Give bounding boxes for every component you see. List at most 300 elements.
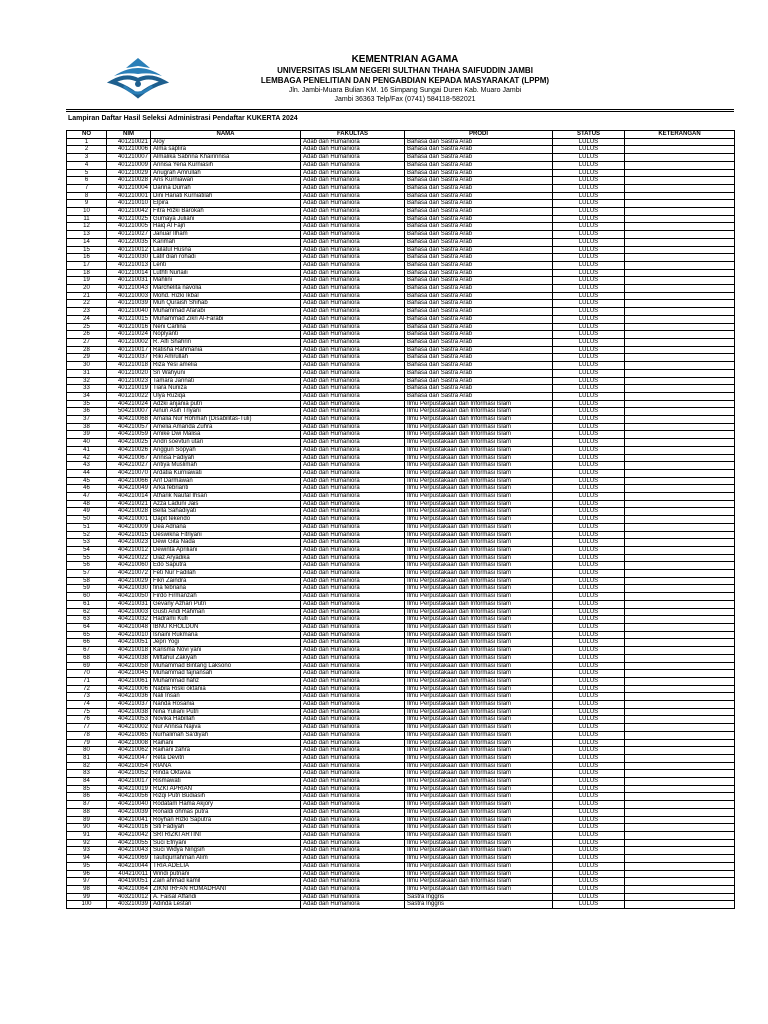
table-row (67, 816, 735, 824)
cell-nama: Suci Widya Ningsih (151, 847, 301, 855)
table-row (67, 593, 735, 601)
cell-status: LULUS (553, 893, 625, 901)
cell-prodi: Bahasa dan Sastra Arab (405, 354, 553, 362)
cell-status: LULUS (553, 546, 625, 554)
cell-nim: 401210029 (107, 169, 151, 177)
cell-nim: 404210049 (107, 485, 151, 493)
cell-nama: Ainun Asih Triyani (151, 408, 301, 416)
cell-no: 23 (67, 308, 107, 316)
table-row (67, 138, 735, 146)
cell-nim: 404210064 (107, 885, 151, 893)
table-row (67, 385, 735, 393)
cell-fakultas: Adab dan Humaniora (301, 539, 405, 547)
cell-prodi: Ilmu Perpustakaan dan Informasi Islam (405, 685, 553, 693)
cell-no: 75 (67, 708, 107, 716)
table-row (67, 878, 735, 886)
cell-keterangan (625, 824, 735, 832)
cell-fakultas: Adab dan Humaniora (301, 408, 405, 416)
cell-keterangan (625, 138, 735, 146)
cell-keterangan (625, 154, 735, 162)
cell-prodi: Bahasa dan Sastra Arab (405, 146, 553, 154)
cell-nama: Windi putriani (151, 870, 301, 878)
cell-status: LULUS (553, 346, 625, 354)
cell-no: 50 (67, 516, 107, 524)
cell-keterangan (625, 724, 735, 732)
cell-nama: Miftahul Zakiyah (151, 654, 301, 662)
cell-prodi: Ilmu Perpustakaan dan Informasi Islam (405, 608, 553, 616)
cell-prodi: Ilmu Perpustakaan dan Informasi Islam (405, 500, 553, 508)
cell-status: LULUS (553, 878, 625, 886)
table-row (67, 485, 735, 493)
cell-nama: Rismawati (151, 778, 301, 786)
cell-keterangan (625, 377, 735, 385)
table-row (67, 708, 735, 716)
cell-no: 52 (67, 531, 107, 539)
cell-status: LULUS (553, 238, 625, 246)
cell-status: LULUS (553, 231, 625, 239)
cell-no: 86 (67, 793, 107, 801)
cell-keterangan (625, 338, 735, 346)
cell-prodi: Bahasa dan Sastra Arab (405, 338, 553, 346)
cell-status: LULUS (553, 831, 625, 839)
cell-fakultas: Adab dan Humaniora (301, 169, 405, 177)
cell-nama: Feti Nur Fadilah (151, 570, 301, 578)
cell-no: 85 (67, 785, 107, 793)
cell-nama: Dapit tekendo (151, 516, 301, 524)
cell-nim: 403210012 (107, 893, 151, 901)
cell-fakultas: Adab dan Humaniora (301, 762, 405, 770)
cell-no: 25 (67, 323, 107, 331)
cell-status: LULUS (553, 531, 625, 539)
cell-nama: Amalia Nur Rohmah (Disabilitas-Tuli) (151, 416, 301, 424)
cell-prodi: Ilmu Perpustakaan dan Informasi Islam (405, 654, 553, 662)
cell-status: LULUS (553, 338, 625, 346)
cell-fakultas: Adab dan Humaniora (301, 631, 405, 639)
cell-status: LULUS (553, 161, 625, 169)
cell-nama: A. Faisal Affandi (151, 893, 301, 901)
cell-keterangan (625, 855, 735, 863)
cell-no: 2 (67, 146, 107, 154)
table-row (67, 423, 735, 431)
table-row (67, 362, 735, 370)
cell-fakultas: Adab dan Humaniora (301, 677, 405, 685)
cell-fakultas: Adab dan Humaniora (301, 446, 405, 454)
cell-fakultas: Adab dan Humaniora (301, 600, 405, 608)
cell-keterangan (625, 277, 735, 285)
table-row (67, 369, 735, 377)
cell-nim: 404210036 (107, 693, 151, 701)
cell-prodi: Bahasa dan Sastra Arab (405, 215, 553, 223)
cell-no: 54 (67, 546, 107, 554)
cell-keterangan (625, 323, 735, 331)
cell-no: 36 (67, 408, 107, 416)
header-divider-thin (66, 111, 734, 112)
cell-nim: 404210029 (107, 577, 151, 585)
cell-keterangan (625, 747, 735, 755)
cell-nim: 404210026 (107, 446, 151, 454)
cell-no: 33 (67, 385, 107, 393)
cell-keterangan (625, 385, 735, 393)
cell-prodi: Bahasa dan Sastra Arab (405, 331, 553, 339)
cell-keterangan (625, 639, 735, 647)
table-row (67, 724, 735, 732)
cell-no: 59 (67, 585, 107, 593)
cell-fakultas: Adab dan Humaniora (301, 454, 405, 462)
table-row (67, 808, 735, 816)
table-row (67, 762, 735, 770)
cell-nim: 401210013 (107, 261, 151, 269)
cell-fakultas: Adab dan Humaniora (301, 308, 405, 316)
cell-keterangan (625, 208, 735, 216)
table-row (67, 231, 735, 239)
institute-title: LEMBAGA PENELITIAN DAN PENGABDIAN KEPADA MASYARAKAT (LPPM) (260, 76, 550, 85)
cell-nama: Riza Yesi amelia (151, 362, 301, 370)
cell-keterangan (625, 739, 735, 747)
university-logo-icon (104, 56, 172, 102)
col-header-status: STATUS (553, 131, 625, 139)
cell-no: 72 (67, 685, 107, 693)
cell-keterangan (625, 493, 735, 501)
cell-nim: 404210001 (107, 516, 151, 524)
cell-fakultas: Adab dan Humaniora (301, 416, 405, 424)
cell-fakultas: Adab dan Humaniora (301, 400, 405, 408)
cell-fakultas: Adab dan Humaniora (301, 177, 405, 185)
cell-nama: Arif Darmawan (151, 477, 301, 485)
cell-nim: 404210068 (107, 416, 151, 424)
cell-nim: 404210019 (107, 785, 151, 793)
cell-fakultas: Adab dan Humaniora (301, 223, 405, 231)
cell-keterangan (625, 300, 735, 308)
cell-fakultas: Adab dan Humaniora (301, 662, 405, 670)
cell-status: LULUS (553, 677, 625, 685)
cell-keterangan (625, 292, 735, 300)
cell-status: LULUS (553, 631, 625, 639)
cell-prodi: Ilmu Perpustakaan dan Informasi Islam (405, 754, 553, 762)
cell-nim: 404210072 (107, 570, 151, 578)
cell-prodi: Bahasa dan Sastra Arab (405, 154, 553, 162)
cell-fakultas: Adab dan Humaniora (301, 839, 405, 847)
cell-no: 81 (67, 754, 107, 762)
cell-keterangan (625, 708, 735, 716)
cell-no: 100 (67, 901, 107, 909)
table-row (67, 562, 735, 570)
cell-status: LULUS (553, 770, 625, 778)
cell-no: 67 (67, 647, 107, 655)
cell-fakultas: Adab dan Humaniora (301, 816, 405, 824)
cell-nama: Zain ahmad kamil (151, 878, 301, 886)
cell-no: 5 (67, 169, 107, 177)
table-row (67, 454, 735, 462)
cell-status: LULUS (553, 516, 625, 524)
cell-nim: 404210066 (107, 477, 151, 485)
cell-status: LULUS (553, 285, 625, 293)
cell-fakultas: Adab dan Humaniora (301, 254, 405, 262)
cell-status: LULUS (553, 215, 625, 223)
cell-prodi: Ilmu Perpustakaan dan Informasi Islam (405, 762, 553, 770)
cell-status: LULUS (553, 885, 625, 893)
cell-nama: Edo Saputra (151, 562, 301, 570)
table-row (67, 639, 735, 647)
cell-status: LULUS (553, 416, 625, 424)
cell-no: 24 (67, 315, 107, 323)
cell-status: LULUS (553, 246, 625, 254)
cell-status: LULUS (553, 778, 625, 786)
cell-keterangan (625, 231, 735, 239)
table-row (67, 870, 735, 878)
cell-status: LULUS (553, 408, 625, 416)
cell-no: 43 (67, 462, 107, 470)
cell-nim: 504210007 (107, 408, 151, 416)
cell-fakultas: Adab dan Humaniora (301, 739, 405, 747)
cell-status: LULUS (553, 315, 625, 323)
cell-fakultas: Adab dan Humaniora (301, 315, 405, 323)
cell-nama: Riki Amrullah (151, 354, 301, 362)
cell-nama: Mohd. Rizki Ikbal (151, 292, 301, 300)
cell-nama: Muhammad fajriansah (151, 670, 301, 678)
cell-nim: 401210037 (107, 354, 151, 362)
cell-prodi: Ilmu Perpustakaan dan Informasi Islam (405, 454, 553, 462)
cell-nama: Raihani (151, 739, 301, 747)
cell-nim: 404210048 (107, 624, 151, 632)
document-caption: Lampiran Daftar Hasil Seleksi Administrasi Pendaftar KUKERTA 2024 (68, 115, 298, 122)
cell-prodi: Bahasa dan Sastra Arab (405, 323, 553, 331)
cell-no: 48 (67, 500, 107, 508)
cell-nama: Noplyanti (151, 331, 301, 339)
cell-prodi: Bahasa dan Sastra Arab (405, 285, 553, 293)
cell-fakultas: Adab dan Humaniora (301, 462, 405, 470)
cell-status: LULUS (553, 508, 625, 516)
cell-nama: Ronaldi ohmas putra (151, 808, 301, 816)
cell-fakultas: Adab dan Humaniora (301, 161, 405, 169)
cell-nim: 401210023 (107, 377, 151, 385)
cell-nim: 404210059 (107, 431, 151, 439)
cell-keterangan (625, 362, 735, 370)
cell-fakultas: Adab dan Humaniora (301, 901, 405, 909)
cell-fakultas: Adab dan Humaniora (301, 377, 405, 385)
table-row (67, 824, 735, 832)
cell-no: 17 (67, 261, 107, 269)
cell-nim: 401210005 (107, 223, 151, 231)
cell-status: LULUS (553, 855, 625, 863)
cell-status: LULUS (553, 754, 625, 762)
cell-prodi: Bahasa dan Sastra Arab (405, 377, 553, 385)
cell-keterangan (625, 500, 735, 508)
table-row (67, 600, 735, 608)
cell-status: LULUS (553, 808, 625, 816)
cell-fakultas: Adab dan Humaniora (301, 485, 405, 493)
cell-nim: 404210038 (107, 708, 151, 716)
cell-prodi: Ilmu Perpustakaan dan Informasi Islam (405, 546, 553, 554)
cell-status: LULUS (553, 685, 625, 693)
cell-status: LULUS (553, 308, 625, 316)
table-row (67, 739, 735, 747)
cell-no: 65 (67, 631, 107, 639)
cell-nama: Ardatia Kurniawati (151, 469, 301, 477)
cell-prodi: Ilmu Perpustakaan dan Informasi Islam (405, 716, 553, 724)
cell-no: 1 (67, 138, 107, 146)
cell-nim: 404210042 (107, 831, 151, 839)
cell-prodi: Ilmu Perpustakaan dan Informasi Islam (405, 631, 553, 639)
cell-status: LULUS (553, 731, 625, 739)
table-row (67, 624, 735, 632)
cell-no: 14 (67, 238, 107, 246)
cell-nama: Gevany Azhari Putri (151, 600, 301, 608)
cell-status: LULUS (553, 292, 625, 300)
cell-keterangan (625, 754, 735, 762)
cell-nim: 401210024 (107, 331, 151, 339)
cell-no: 11 (67, 215, 107, 223)
cell-no: 20 (67, 285, 107, 293)
cell-nim: 404210069 (107, 855, 151, 863)
cell-keterangan (625, 801, 735, 809)
table-row (67, 831, 735, 839)
cell-prodi: Ilmu Perpustakaan dan Informasi Islam (405, 408, 553, 416)
cell-fakultas: Adab dan Humaniora (301, 778, 405, 786)
cell-nim: 404210041 (107, 816, 151, 824)
cell-nama: fina febriana (151, 585, 301, 593)
table-row (67, 516, 735, 524)
cell-nama: Amelia Amanda Zuhra (151, 423, 301, 431)
cell-nama: Dewi Gita Nada (151, 539, 301, 547)
cell-nama: Sri Wahyuni (151, 369, 301, 377)
cell-prodi: Ilmu Perpustakaan dan Informasi Islam (405, 770, 553, 778)
cell-no: 80 (67, 747, 107, 755)
cell-fakultas: Adab dan Humaniora (301, 423, 405, 431)
cell-prodi: Bahasa dan Sastra Arab (405, 261, 553, 269)
cell-no: 46 (67, 485, 107, 493)
cell-status: LULUS (553, 624, 625, 632)
cell-nama: Marchelita navolia (151, 285, 301, 293)
cell-no: 82 (67, 762, 107, 770)
cell-status: LULUS (553, 277, 625, 285)
cell-nama: R. Alfi Shahrin (151, 338, 301, 346)
cell-nim: 401210030 (107, 254, 151, 262)
cell-status: LULUS (553, 169, 625, 177)
cell-keterangan (625, 785, 735, 793)
table-row (67, 439, 735, 447)
cell-status: LULUS (553, 369, 625, 377)
table-row (67, 400, 735, 408)
table-row (67, 731, 735, 739)
cell-nama: Januar Ilham (151, 231, 301, 239)
cell-fakultas: Adab dan Humaniora (301, 385, 405, 393)
cell-nim: 404210058 (107, 662, 151, 670)
cell-fakultas: Adab dan Humaniora (301, 878, 405, 886)
cell-nim: 404210022 (107, 554, 151, 562)
cell-fakultas: Adab dan Humaniora (301, 331, 405, 339)
cell-keterangan (625, 885, 735, 893)
table-row (67, 223, 735, 231)
cell-keterangan (625, 662, 735, 670)
cell-nama: Almalika Sabrina Khairinnisa (151, 154, 301, 162)
cell-nama: Annisa Yena Kurniasih (151, 161, 301, 169)
cell-status: LULUS (553, 377, 625, 385)
cell-nama: Muhammad hafiz (151, 677, 301, 685)
cell-fakultas: Adab dan Humaniora (301, 801, 405, 809)
cell-no: 87 (67, 801, 107, 809)
cell-keterangan (625, 285, 735, 293)
cell-nama: Dewinta Apriliani (151, 546, 301, 554)
cell-prodi: Ilmu Perpustakaan dan Informasi Islam (405, 816, 553, 824)
table-row (67, 862, 735, 870)
cell-keterangan (625, 177, 735, 185)
cell-nama: Antiya Muslimah (151, 462, 301, 470)
cell-status: LULUS (553, 400, 625, 408)
table-row (67, 801, 735, 809)
cell-status: LULUS (553, 708, 625, 716)
cell-nim: 404210037 (107, 701, 151, 709)
cell-nim: 404210057 (107, 423, 151, 431)
cell-nim: 401210004 (107, 184, 151, 192)
cell-status: LULUS (553, 593, 625, 601)
cell-prodi: Ilmu Perpustakaan dan Informasi Islam (405, 878, 553, 886)
cell-no: 32 (67, 377, 107, 385)
cell-no: 45 (67, 477, 107, 485)
cell-nama: Nina Yuliani Putri (151, 708, 301, 716)
table-row (67, 416, 735, 424)
cell-status: LULUS (553, 462, 625, 470)
cell-no: 69 (67, 662, 107, 670)
cell-no: 89 (67, 816, 107, 824)
cell-nim: 401210027 (107, 231, 151, 239)
cell-status: LULUS (553, 323, 625, 331)
cell-nama: Firdo Firmanzah (151, 593, 301, 601)
cell-nama: Azza Laduni Jais (151, 500, 301, 508)
cell-prodi: Ilmu Perpustakaan dan Informasi Islam (405, 670, 553, 678)
cell-nim: 401210010 (107, 200, 151, 208)
cell-keterangan (625, 585, 735, 593)
cell-nama: Lenti (151, 261, 301, 269)
cell-nim: 404210012 (107, 546, 151, 554)
table-row (67, 785, 735, 793)
cell-prodi: Bahasa dan Sastra Arab (405, 169, 553, 177)
cell-keterangan (625, 346, 735, 354)
cell-fakultas: Adab dan Humaniora (301, 154, 405, 162)
cell-prodi: Bahasa dan Sastra Arab (405, 315, 553, 323)
table-row (67, 169, 735, 177)
cell-keterangan (625, 254, 735, 262)
table-row (67, 885, 735, 893)
table-row (67, 647, 735, 655)
cell-nama: Dea Adriana (151, 523, 301, 531)
cell-status: LULUS (553, 200, 625, 208)
cell-no: 90 (67, 824, 107, 832)
cell-keterangan (625, 238, 735, 246)
cell-nama: Atharik Naufal Ihsan (151, 493, 301, 501)
table-row (67, 462, 735, 470)
cell-nama: Lailatul Husna (151, 246, 301, 254)
cell-nama: Alma saplira (151, 146, 301, 154)
cell-keterangan (625, 331, 735, 339)
cell-keterangan (625, 462, 735, 470)
cell-fakultas: Adab dan Humaniora (301, 870, 405, 878)
cell-fakultas: Adab dan Humaniora (301, 624, 405, 632)
cell-nim: 404210009 (107, 523, 151, 531)
cell-nim: 401210017 (107, 346, 151, 354)
cell-nim: 404210010 (107, 631, 151, 639)
cell-nim: 404210021 (107, 500, 151, 508)
cell-nama: Muhammad Zikri Al-Farabi (151, 315, 301, 323)
table-row (67, 269, 735, 277)
table-row (67, 654, 735, 662)
cell-keterangan (625, 400, 735, 408)
col-header-no: NO (67, 131, 107, 139)
cell-no: 51 (67, 523, 107, 531)
cell-no: 55 (67, 554, 107, 562)
cell-nim: 404210056 (107, 793, 151, 801)
cell-fakultas: Adab dan Humaniora (301, 716, 405, 724)
cell-status: LULUS (553, 600, 625, 608)
